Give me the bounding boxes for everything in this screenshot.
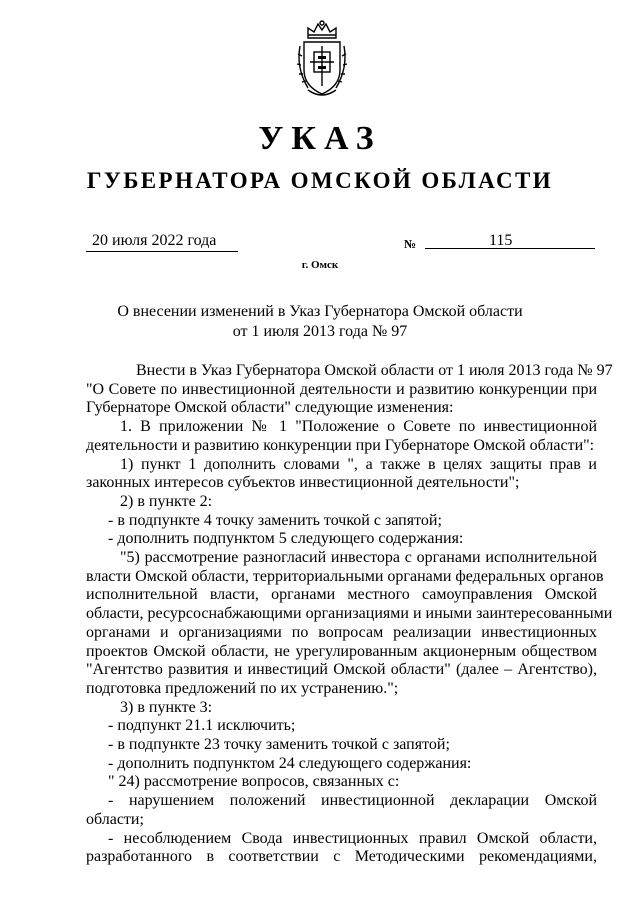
body-line: - подпункт 21.1 исключить; bbox=[108, 717, 296, 735]
document-body bbox=[86, 362, 613, 867]
body-line: - несоблюдением Свода инвестиционных правил Омской области, bbox=[108, 829, 597, 847]
body-line: органами и организациями по вопросам реализации инвестиционных bbox=[86, 623, 597, 641]
body-line: 2) в пункте 2: bbox=[120, 492, 213, 510]
heading-line: О внесении изменений в Указ Губернатора Омской области bbox=[117, 303, 523, 320]
decree-title: УКАЗ bbox=[258, 120, 382, 157]
body-line: - в подпункте 23 точку заменить точкой с запятой; bbox=[108, 736, 450, 754]
body-line: - дополнить подпунктом 24 следующего содержания: bbox=[108, 754, 472, 772]
decree-date: 20 июля 2022 года bbox=[86, 232, 238, 252]
number-label: № bbox=[404, 237, 417, 251]
body-line: Губернаторе Омской области" следующие изменения: bbox=[86, 399, 454, 417]
body-line: "Агентство развития и инвестиций Омской области" (далее – Агентство), bbox=[86, 661, 597, 679]
body-line: проектов Омской области, не урегулированным акционерным обществом bbox=[86, 642, 597, 660]
body-line: власти Омской области, территориальными органами федеральных органов bbox=[86, 567, 604, 585]
body-line: области, ресурсоснабжающими организациями и иными заинтересованными bbox=[86, 605, 613, 623]
body-line: - нарушением положений инвестиционной декларации Омской bbox=[108, 792, 597, 810]
body-line: деятельности и развитию конкуренции при Губернаторе Омской области": bbox=[86, 436, 595, 454]
body-line: "5) рассмотрение разногласий инвестора с органами исполнительной bbox=[120, 549, 597, 567]
body-line: 1) пункт 1 дополнить словами ", а также в целях защиты прав и bbox=[120, 455, 597, 473]
decree-number: 115 bbox=[489, 232, 513, 249]
coat-of-arms-emblem bbox=[294, 20, 350, 100]
body-line: "О Совете по инвестиционной деятельности и развитию конкуренции при bbox=[86, 380, 597, 398]
body-line: разработанного в соответствии с Методическими рекомендациями, bbox=[86, 848, 597, 866]
body-line: подготовка предложений по их устранению."; bbox=[86, 679, 399, 697]
body-line: - дополнить подпунктом 5 следующего содержания: bbox=[108, 530, 464, 548]
body-line: " 24) рассмотрение вопросов, связанных с: bbox=[108, 773, 400, 791]
heading-line: от 1 июля 2013 года № 97 bbox=[232, 323, 408, 340]
city-name: г. Омск bbox=[301, 259, 339, 271]
body-line: законных интересов субъектов инвестиционной деятельности"; bbox=[86, 474, 520, 492]
body-line: области; bbox=[86, 810, 144, 828]
body-line: 1. В приложении № 1 "Положение о Совете по инвестиционной bbox=[120, 418, 597, 436]
document-heading bbox=[0, 302, 640, 342]
body-line: Внести в Указ Губернатора Омской области от 1 июля 2013 года № 97 bbox=[136, 362, 613, 379]
body-line: 3) в пункте 3: bbox=[120, 698, 213, 716]
decree-issuer: ГУБЕРНАТОРА ОМСКОЙ ОБЛАСТИ bbox=[86, 168, 554, 193]
body-line: исполнительной власти, органами местного самоуправления Омской bbox=[86, 586, 597, 604]
body-line: - в подпункте 4 точку заменить точкой с запятой; bbox=[108, 511, 442, 529]
